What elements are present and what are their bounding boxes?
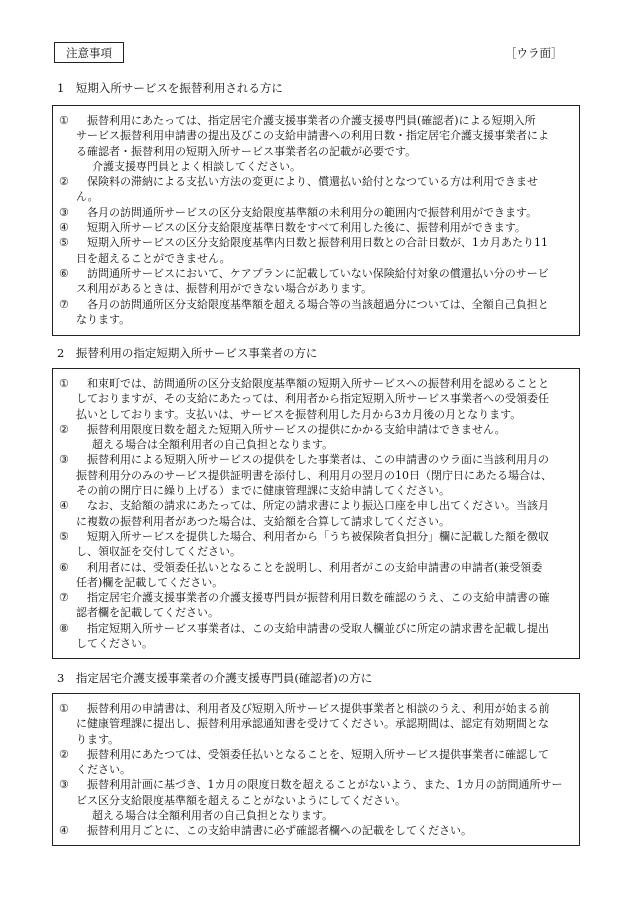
item-line: なお、支給額の請求にあたっては、所定の請求書により振込口座を申し出てください。当該月 [76,499,549,513]
item-line: 短期入所サービスの区分支給限度基準内日数と振替利用日数との合計日数が、1カ月あたり11 [76,236,548,250]
list-item [59,235,571,266]
item-text [76,452,571,498]
list-item [59,823,571,838]
list-item [59,590,571,621]
item-text [76,235,571,266]
item-number: ③ [59,778,69,792]
item-line: 指定居宅介護支援事業者の介護支援専門員が振替利用日数を確認のうえ、この支給申請書の確 [76,591,550,605]
section-2-box [52,368,580,659]
item-text [76,422,571,437]
list-item [59,113,571,159]
item-number: ② [59,175,69,189]
notice-tag: 注意事項 [54,42,124,63]
list-item [59,452,571,498]
item-number: ⑥ [59,560,69,574]
item-number: ③ [59,453,69,467]
item-line: 振替利用にあたつては、受領委任払いとなることを、短期入所サービス提供事業者に確認して [76,747,549,761]
item-text [76,174,571,205]
item-number: ⑦ [59,591,69,605]
item-text [76,747,571,778]
item-line: に健康管理課に提出し、振替利用承認通知書を受けてください。承認期間は、認定有効期間とな [76,717,549,731]
section-1-title: 1 短期入所サービスを振替利用される方に [57,81,283,95]
list-item [59,747,571,778]
item-number: ① [59,114,69,127]
list-item [59,422,571,437]
item-line: し、領収証を交付してください。 [76,545,241,559]
item-number: ① [59,702,69,715]
list-item [59,266,571,297]
item-number: ④ [59,221,69,235]
item-number: ① [59,377,69,390]
list-item [59,376,571,422]
item-note: 超える場合は全額利用者の自己負担となります。 [92,809,334,823]
item-text [76,529,571,560]
item-number: ⑤ [59,236,69,250]
item-text [76,266,571,297]
item-note: 超える場合は全額利用者の自己負担となります。 [92,438,334,452]
item-line: 任者)欄を記載してください。 [76,575,224,589]
item-line: ん。 [76,190,99,204]
item-text [76,560,571,591]
item-line: 振替利用限度日数を超えた短期入所サービスの提供にかかる支給申請はできません。 [76,422,506,436]
item-line: してください。 [76,637,153,651]
item-text [76,621,571,652]
item-line: しておりますが、その支給にあたっては、利用者から指定短期入所サービス事業者への受領委任 [76,392,549,406]
item-text [76,777,571,808]
item-text [76,498,571,529]
item-line: なります。 [76,312,131,326]
item-line: ください。 [76,763,131,777]
item-line: 振替利用月ごとに、この支給申請書に必ず確認者欄への記載をしてください。 [76,824,472,838]
list-item [59,174,571,205]
item-text [76,376,571,422]
item-text [76,205,571,220]
list-item [59,498,571,529]
item-line: その前の開庁日に繰り上げる）までに健康管理課に支給申請してください。 [76,484,450,498]
item-line: 振替利用分のみのサービス提供証明書を添付し、利用月の翌月の10日（閉庁日にあたる場合は、 [76,468,552,482]
item-text [76,220,571,235]
item-text [76,590,571,621]
list-item [59,220,571,235]
item-number: ⑦ [59,297,69,311]
list-item [59,777,571,808]
section-2-title: 2 振替利用の指定短期入所サービス事業者の方に [57,346,318,360]
list-item [59,560,571,591]
item-number: ③ [59,205,69,219]
item-line: 日を超えることができません。 [76,251,231,265]
item-line: に複数の振替利用者があつた場合は、支給額を合算して請求してください。 [76,514,450,528]
item-number: ④ [59,499,69,513]
section-1-box [52,105,580,336]
item-number: ⑤ [59,529,69,543]
item-line: 払いとしております。支払いは、サービスを振替利用した月から3カ月後の月となります。 [76,407,522,421]
list-item [59,701,571,747]
item-number: ⑧ [59,621,69,635]
item-line: 保険料の滞納による支払い方法の変更により、償還払い給付となつている方は利用できませ [76,175,538,189]
item-line: 振替利用による短期入所サービスの提供をした事業者は、この申請書のウラ面に当該利用月の [76,453,549,467]
item-line: 振替利用計画に基づき、1カ月の限度日数を超えることがないよう、また、1カ月の訪問通所サー [76,778,563,792]
section-3-box [52,693,580,846]
item-line: る確認者・振替利用の短期入所サービス事業者名の記載が必要です。 [76,144,417,158]
item-line: サービス振替利用申請書の提出及びこの支給申請書への利用日数・指定居宅介護支援事業者によ [76,129,549,143]
item-line: 認者欄を記載してください。 [76,606,219,620]
list-item [59,205,571,220]
item-text [76,823,571,838]
item-line: 短期入所サービスを提供した場合、利用者から「うち被保険者負担分」欄に記載した額を徴収 [76,529,549,543]
list-item [59,297,571,328]
item-number: ② [59,422,69,436]
item-line: 各月の訪問通所サービスの区分支給限度基準額の未利用分の範囲内で振替利用ができます。 [76,205,538,219]
item-line: 和束町では、訪問通所の区分支給限度基準額の短期入所サービスへの振替利用を認めることと [76,377,549,390]
item-text [76,297,571,328]
item-text [76,701,571,747]
item-number: ⑥ [59,266,69,280]
item-line: ります。 [76,732,120,746]
item-line: ビス区分支給限度基準額を超えることがないようにしてください。 [76,793,406,807]
item-note: 介護支援専門員とよく相談してください。 [92,159,301,173]
item-number: ② [59,747,69,761]
item-line: 指定短期入所サービス事業者は、この支給申請書の受取人欄並びに所定の請求書を記載し提出 [76,621,549,635]
list-item [59,529,571,560]
item-line: 各月の訪問通所区分支給限度基準額を超える場合等の当該超過分については、全額自己負担と [76,297,549,311]
item-line: 短期入所サービスの区分支給限度基準日数をすべて利用した後に、振替利用ができます。 [76,221,526,235]
section-3-title: 3 指定居宅介護支援事業者の介護支援専門員(確認者)の方に [57,671,373,685]
item-number: ④ [59,824,69,838]
item-line: ス利用があるときは、振替利用ができない場合があります。 [76,282,373,296]
side-label: ［ウラ面］ [505,46,563,60]
item-line: 訪問通所サービスにおいて、ケアプランに記載していない保険給付対象の償還払い分のサービ [76,266,549,280]
item-line: 振替利用の申請書は、利用者及び短期入所サービス提供事業者と相談のうえ、利用が始まる前 [76,702,550,715]
item-line: 振替利用にあたっては、指定居宅介護支援事業者の介護支援専門員(確認者)による短期入所 [76,114,536,127]
item-line: 利用者には、受領委任払いとなることを説明し、利用者がこの支給申請書の申請者(兼受領委 [76,560,543,574]
item-text [76,113,571,159]
list-item [59,621,571,652]
